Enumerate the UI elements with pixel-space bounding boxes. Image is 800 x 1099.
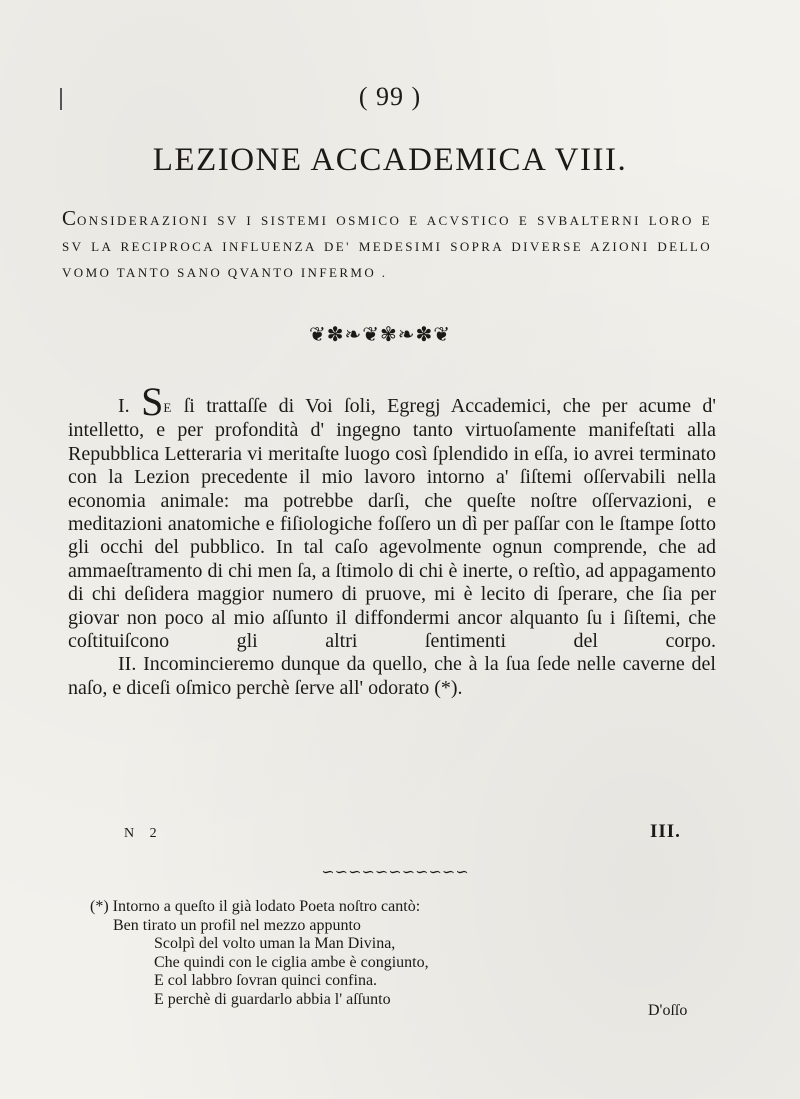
subtitle-text: ONSIDERAZIONI SV I SISTEMI OSMICO E ACVSTICO E SVBALTERNI LORO E SV LA RECIPROCA INFLUENZA DE' MEDESIMI SOPRA DIVERSE AZIONI DELLO VOMO TANTO SANO QVANTO INFERMO . (62, 213, 712, 280)
paragraph-1 (68, 379, 716, 653)
signature-mark: N 2 (124, 826, 163, 841)
footnote-line: Scolpì del volto uman la Man Divina, (154, 935, 396, 953)
paragraph-1-text: ſi trattaſſe di Voi ſoli, Egregj Accademici, che per acume d' intelletto, e per profondità d' ingegno tanto virtuoſamente manifeſtati alla Repubblica Letteraria vi meritaſte luogo così ſplendido in eſſa, io avrei terminato con la Lezion precedente il mio lavoro intorno a' ſiſtemi oſſervabili nella economia animale: ma potrebbe darſi, che queſte noſtre oſſervazioni, e meditazioni anatomiche e fiſiologiche foſſero un dì per paſſar con le ſtampe ſotto gli occhi del pubblico. In tal caſo agevolmente ognun comprende, che ad ammaeſtramento di chi men ſa, a ſtimolo di chi è inerte, o reſtìo, ad appagamento di chi deſidera maggior numero di pruove, mi è lecito di ſperare, che ſia per giovar non poco al mio aſſunto il diffondermi ancor alquanto ſu i ſiſtemi, che coſtituiſcono gli altri ſentimenti del corpo. (68, 395, 716, 653)
footnote-line: Ben tirato un profil nel mezzo appunto (113, 916, 361, 934)
page-title: LEZIONE ACCADEMICA VIII. (152, 142, 628, 178)
catchword: III. (650, 821, 681, 842)
footnote (90, 898, 730, 1010)
paragraph-1-number: I. (118, 395, 130, 417)
paragraph-2: II. Incomincieremo dunque da quello, che à la ſua ſede nelle caverne del naſo, e diceſi oſmico perchè ſerve all' odorato (*). (68, 653, 716, 699)
page-number: ( 99 ) (358, 82, 422, 111)
ornament-divider-top: ❦✽❧❦✾❧✽❦ (308, 324, 452, 346)
footnote-line: E perchè di guardarlo abbia l' aſſunto (154, 990, 391, 1008)
footnote-line: Che quindi con le ciglia ambe è congiunto, (154, 953, 429, 971)
body-text (68, 379, 716, 700)
footnote-catchword: D'oſſo (648, 1002, 688, 1019)
drop-cap-smallcap: E (163, 400, 173, 415)
chapter-subtitle (62, 205, 712, 286)
footnote-line: (*) Intorno a queſto il già lodato Poeta noſtro cantò: (90, 898, 421, 915)
drop-cap: S (141, 379, 164, 424)
footnote-line: E col labbro ſovran quinci confina. (154, 972, 378, 990)
ornament-divider-bottom: ∽∽∽∽∽∽∽∽∽∽∽ (321, 864, 469, 881)
subtitle-initial: C (62, 206, 78, 230)
